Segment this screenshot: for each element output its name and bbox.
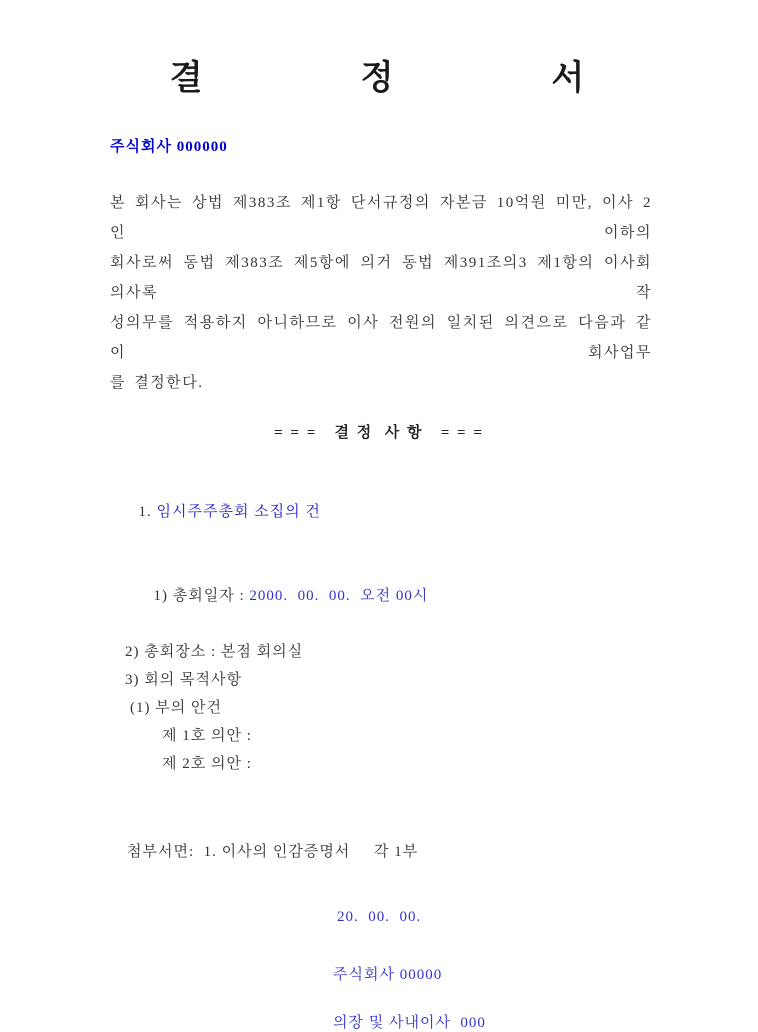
signature-block — [0, 909, 758, 1032]
preamble-paragraph — [110, 188, 652, 398]
preamble-line-1: 본 회사는 상법 제383조 제1항 단서규정의 자본금 10억원 미만, 이사 2인 이하의 — [110, 195, 652, 241]
agenda-subitem-date-label: 1) 총회일자 : — [153, 588, 250, 604]
agenda-subitem-purpose: 3) 회의 목적사항 — [125, 672, 242, 688]
signature-company: 주식회사 00000 — [333, 967, 443, 983]
signature-date: 20. 00. 00. — [337, 909, 422, 925]
agenda-bill-1: 제 1호 의안 : — [162, 728, 252, 744]
agenda-bill-2: 제 2호 의안 : — [162, 756, 252, 772]
resolution-list — [110, 470, 758, 778]
attachment-line: 첨부서면: 1. 이사의 인감증명서 각 1부 — [127, 844, 419, 860]
agenda-subitem-date-value: 2000. 00. 00. 오전 00시 — [249, 588, 429, 604]
preamble-line-4: 를 결정한다. — [110, 375, 204, 391]
resolution-section-header: = = = 결 정 사 항 = = = — [274, 425, 484, 441]
decision-document-page — [0, 50, 758, 1031]
agenda-subitem-place: 2) 총회장소 : 본점 회의실 — [125, 644, 304, 660]
agenda-item-1-title: 임시주주총회 소집의 건 — [156, 504, 321, 520]
agenda-item-1 — [110, 470, 758, 554]
preamble-line-2: 회사로써 동법 제383조 제5항에 의거 동법 제391조의3 제1항의 이사회의사록 작 — [110, 255, 652, 301]
company-name-header: 주식회사 000000 — [110, 139, 228, 155]
agenda-subitem-bills: (1) 부의 안건 — [130, 700, 222, 716]
preamble-line-3: 성의무를 적용하지 아니하므로 이사 전원의 일치된 의견으로 다음과 같이 회사업무 — [110, 315, 652, 361]
signature-signer: 의장 및 사내이사 000 — [333, 1015, 486, 1031]
document-title: 결 정 서 — [169, 60, 589, 97]
agenda-subitem-date — [110, 554, 758, 638]
agenda-item-1-number: 1. — [138, 504, 157, 520]
